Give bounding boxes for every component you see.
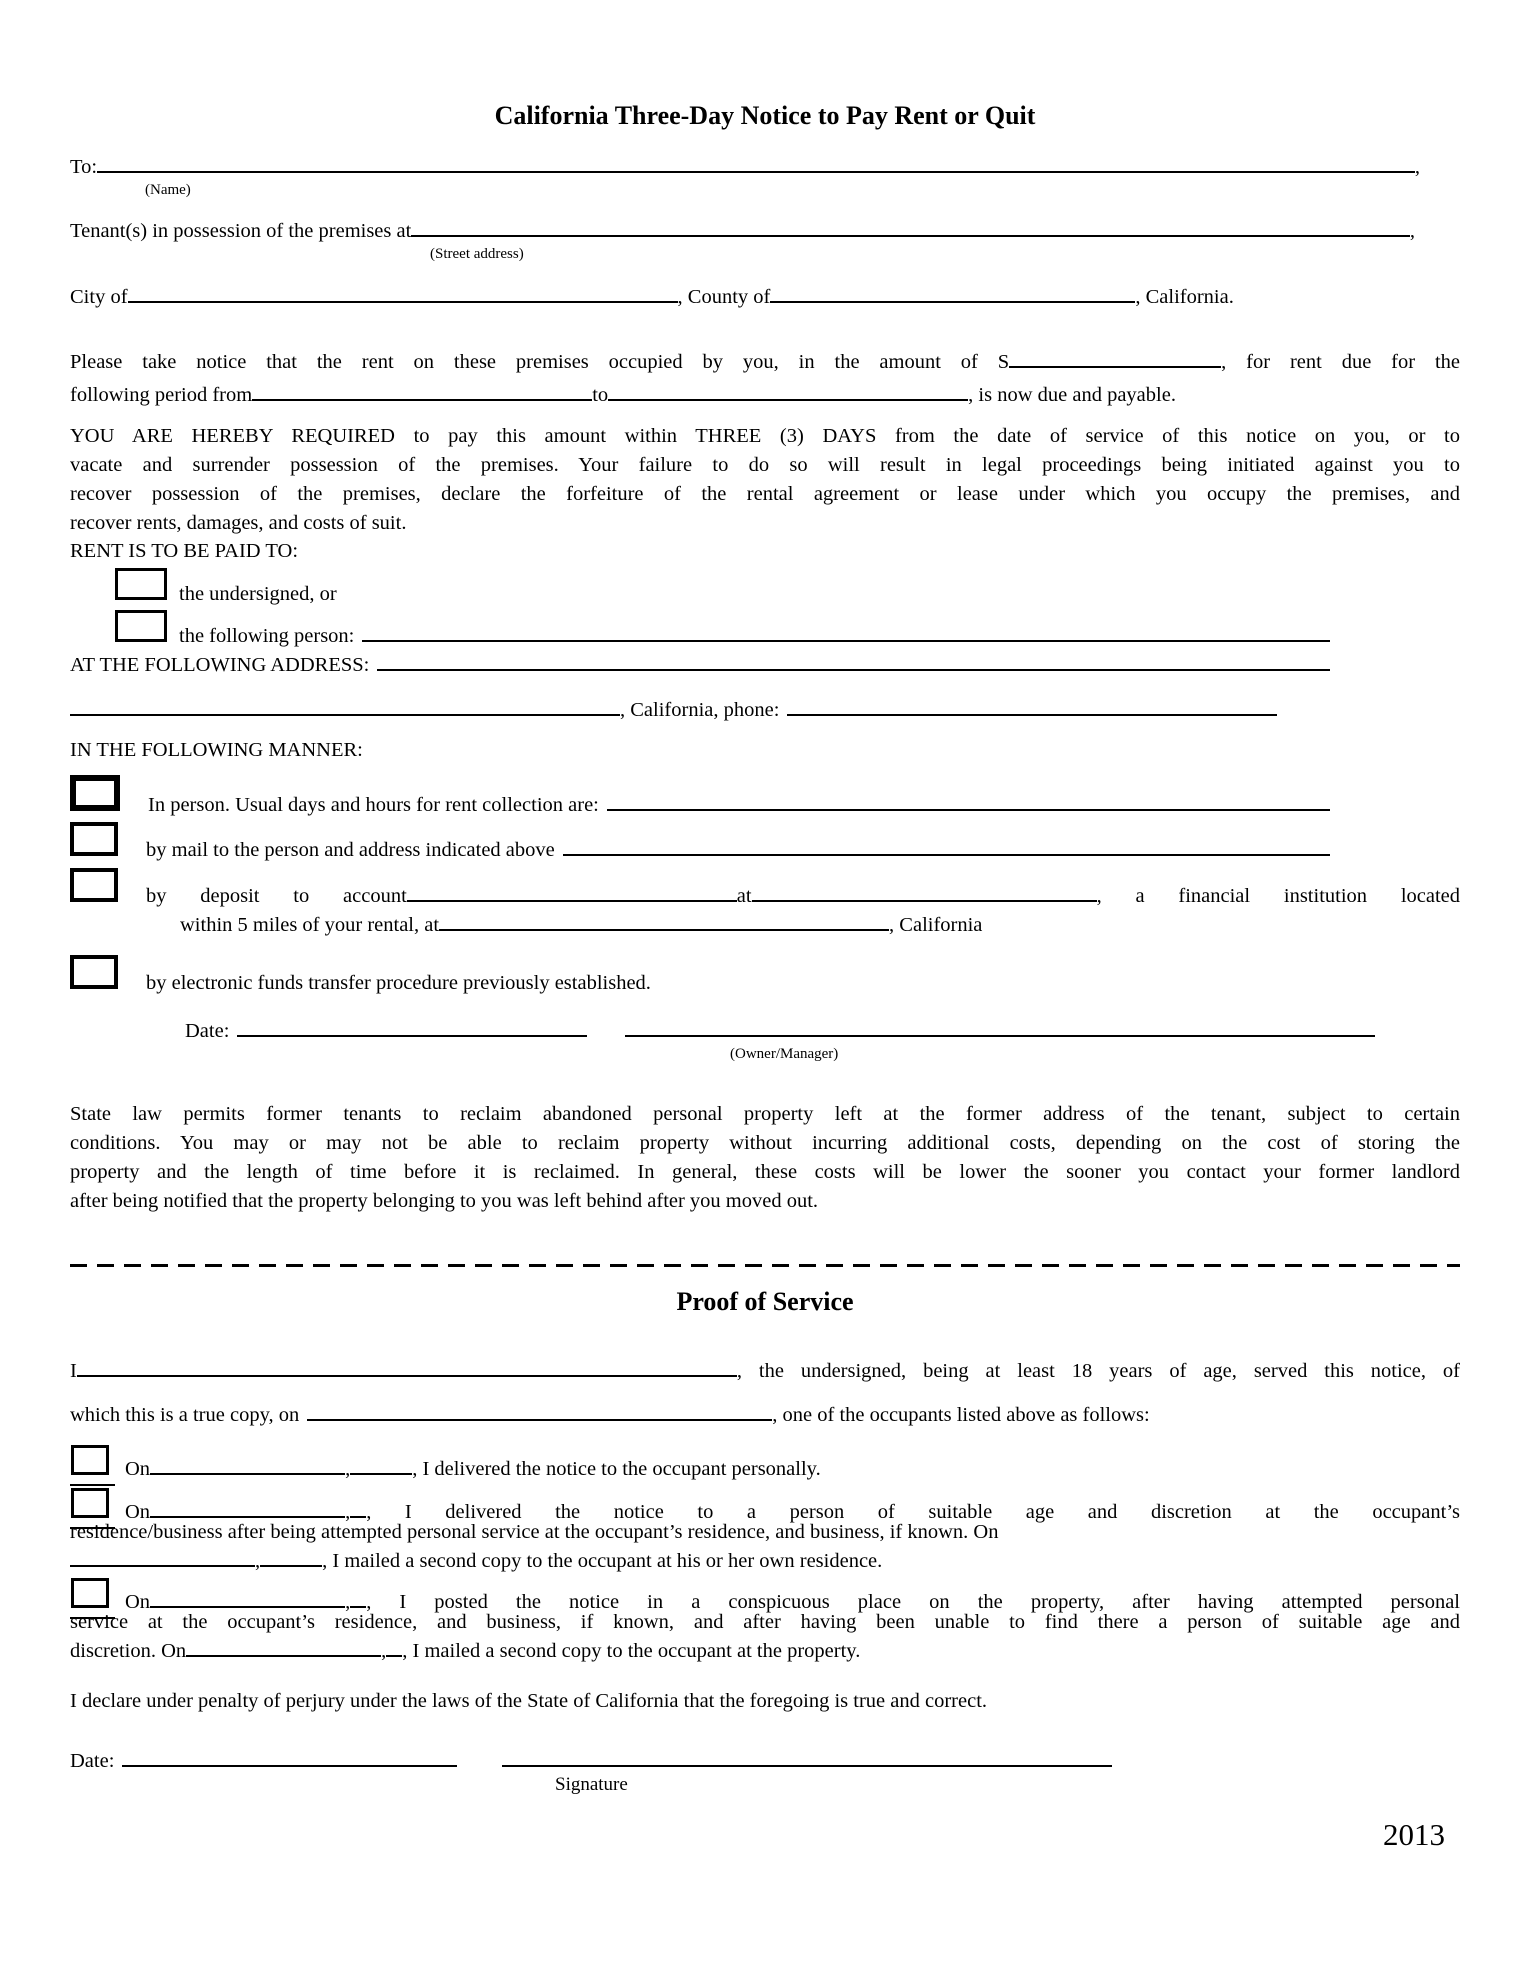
period-from-blank[interactable] bbox=[252, 384, 592, 401]
mailed-residence-text: , I mailed a second copy to the occupant at his or her own residence. bbox=[322, 1550, 883, 1572]
to-label: To: bbox=[70, 156, 98, 178]
manner-electronic bbox=[70, 955, 1460, 994]
proof-of-service-heading: Proof of Service bbox=[676, 1287, 854, 1316]
checkbox-by-mail[interactable] bbox=[70, 822, 118, 856]
deposit-line bbox=[146, 883, 1460, 909]
discretion-on-label: discretion. On bbox=[70, 1640, 187, 1662]
dashed-separator bbox=[70, 1264, 1460, 1267]
demand-line: recover possession of the premises, declare the forfeiture of the rental agreement or lease under which you occupy the premises, and bbox=[70, 483, 1460, 505]
reclaim-paragraph bbox=[70, 1100, 1460, 1216]
service-date-blank[interactable] bbox=[150, 1501, 345, 1518]
checkbox-wrap bbox=[70, 1445, 115, 1486]
manner-by-deposit bbox=[70, 868, 1461, 907]
california-phone-label: , California, phone: bbox=[620, 699, 780, 721]
on-label: On bbox=[125, 1591, 151, 1613]
service-date-blank[interactable] bbox=[150, 1458, 345, 1475]
checkbox-following-person[interactable] bbox=[115, 610, 167, 642]
county-blank[interactable] bbox=[770, 286, 1135, 303]
premises-address-blank[interactable] bbox=[411, 220, 1410, 237]
deposit-post-label: , a financial institution located bbox=[1096, 885, 1461, 907]
checkbox-posted-notice[interactable] bbox=[71, 1578, 109, 1608]
posted-notice-text: , I posted the notice in a conspicuous place on the property, after having attempted personal bbox=[366, 1591, 1460, 1613]
date-label: Date: bbox=[185, 1020, 230, 1042]
mail-address-blank[interactable] bbox=[563, 839, 1330, 856]
reclaim-line: State law permits former tenants to reclaim abandoned personal property left at the former address of the tenant, subject to certain bbox=[70, 1103, 1460, 1125]
payment-address-line bbox=[70, 652, 1460, 678]
service-item-posted bbox=[70, 1578, 1460, 1613]
comma: , bbox=[255, 1550, 261, 1572]
address-heading: AT THE FOLLOWING ADDRESS: bbox=[70, 654, 370, 676]
notice-text-pre: Please take notice that the rent on these premises occupied by you, in the amount of S bbox=[70, 351, 1010, 373]
payment-address-line-2 bbox=[70, 697, 1460, 723]
period-from-label: following period from bbox=[70, 384, 253, 406]
rent-to-option-undersigned bbox=[70, 568, 1460, 605]
posted-notice-line-2: service at the occupant’s residence, and business, if known, and after having been unable to find there a person of suitable age and bbox=[70, 1611, 1460, 1633]
demand-line: YOU ARE HEREBY REQUIRED to pay this amount within THREE (3) DAYS from the date of service of this notice on you, or to bbox=[70, 425, 1460, 447]
county-label: , County of bbox=[677, 286, 771, 308]
owner-manager-caption: (Owner/Manager) bbox=[730, 1046, 839, 1062]
comma: , bbox=[1409, 220, 1415, 242]
notice-line2-post: , is now due and payable. bbox=[968, 384, 1176, 406]
rent-to-option-person bbox=[70, 610, 1460, 647]
server-name-blank[interactable] bbox=[77, 1360, 737, 1377]
deposit-at-label: at bbox=[736, 885, 752, 907]
proof-intro-post: , the undersigned, being at least 18 years of age, served this notice, of bbox=[736, 1360, 1460, 1382]
notice-date-blank[interactable] bbox=[237, 1020, 587, 1037]
perjury-declaration: I declare under penalty of perjury under the laws of the State of California that the foregoing is true and correct. bbox=[70, 1690, 988, 1712]
notice-text-post: , for rent due for the bbox=[1221, 351, 1460, 373]
institution-address-blank[interactable] bbox=[439, 914, 889, 931]
occupants-label: , one of the occupants listed above as follows: bbox=[772, 1404, 1150, 1426]
deposit-line-2 bbox=[180, 912, 1460, 938]
payment-city-blank[interactable] bbox=[70, 699, 620, 716]
served-person-blank[interactable] bbox=[307, 1404, 772, 1421]
service-item-personal bbox=[70, 1445, 1460, 1480]
demand-line: recover rents, damages, and costs of suit. bbox=[70, 512, 407, 534]
substituted-service-line-3 bbox=[70, 1547, 1460, 1576]
second-mailing-date-blank[interactable] bbox=[186, 1640, 381, 1657]
substituted-service-line-2: residence/business after being attempted personal service at the occupant’s residence, and business, if known. On bbox=[70, 1521, 999, 1543]
reclaim-line: conditions. You may or may not be able to reclaim property without incurring additional costs, depending on the cost of storing the bbox=[70, 1132, 1460, 1154]
checkbox-delivered-suitable-person[interactable] bbox=[71, 1488, 109, 1518]
manner-in-person bbox=[70, 775, 1460, 816]
collection-hours-blank[interactable] bbox=[607, 794, 1330, 811]
proof-date-blank[interactable] bbox=[122, 1750, 457, 1767]
demand-line: vacate and surrender possession of the premises. Your failure to do so will result in legal proceedings being initiated against you to bbox=[70, 454, 1460, 476]
posting-year-blank[interactable] bbox=[350, 1591, 366, 1608]
city-blank[interactable] bbox=[128, 286, 678, 303]
period-to-label: to bbox=[592, 384, 609, 406]
following-person-label: the following person: bbox=[179, 625, 355, 647]
tenant-label: Tenant(s) in possession of the premises at bbox=[70, 220, 412, 242]
posting-date-blank[interactable] bbox=[150, 1591, 345, 1608]
delivered-personally-text: , I delivered the notice to the occupant personally. bbox=[412, 1458, 821, 1480]
checkbox-by-deposit[interactable] bbox=[70, 868, 118, 902]
phone-blank[interactable] bbox=[787, 699, 1277, 716]
to-name-blank[interactable] bbox=[97, 156, 1415, 173]
institution-name-blank[interactable] bbox=[752, 885, 1097, 902]
comma: , bbox=[381, 1640, 387, 1662]
checkbox-undersigned[interactable] bbox=[115, 568, 167, 600]
service-item-substituted bbox=[70, 1488, 1460, 1523]
payment-address-blank[interactable] bbox=[377, 654, 1330, 671]
signature-blank[interactable] bbox=[502, 1750, 1112, 1767]
service-year-blank[interactable] bbox=[350, 1501, 366, 1518]
city-line bbox=[70, 284, 1460, 310]
manner-by-mail bbox=[70, 822, 1460, 861]
proof-intro-line-1 bbox=[70, 1358, 1460, 1384]
signature-date-line bbox=[70, 1748, 1460, 1774]
rent-amount-blank[interactable] bbox=[1009, 351, 1221, 368]
signature-caption: Signature bbox=[555, 1774, 628, 1795]
street-address-caption: (Street address) bbox=[430, 246, 524, 262]
to-line bbox=[70, 154, 1460, 180]
manner-heading: IN THE FOLLOWING MANNER: bbox=[70, 739, 363, 761]
city-label: City of bbox=[70, 286, 128, 308]
reclaim-line: property and the length of time before it is reclaimed. In general, these costs will be lower the sooner you contact your former landlord bbox=[70, 1161, 1460, 1183]
electronic-label: by electronic funds transfer procedure previously established. bbox=[146, 972, 651, 994]
account-number-blank[interactable] bbox=[407, 885, 737, 902]
mailed-property-text: , I mailed a second copy to the occupant at the property. bbox=[402, 1640, 861, 1662]
mailing-year-blank[interactable] bbox=[260, 1550, 322, 1567]
second-mailing-year-blank[interactable] bbox=[386, 1640, 402, 1657]
deposit-label: by deposit to account bbox=[146, 885, 407, 907]
checkbox-electronic-transfer[interactable] bbox=[70, 955, 118, 989]
by-mail-label: by mail to the person and address indicated above bbox=[146, 839, 555, 861]
demand-paragraph bbox=[70, 422, 1460, 538]
checkbox-delivered-personally[interactable] bbox=[71, 1445, 109, 1475]
proof-i-label: I bbox=[70, 1360, 77, 1382]
tenant-line bbox=[70, 218, 1460, 244]
substituted-service-text: , I delivered the notice to a person of suitable age and discretion at the occupant’s bbox=[366, 1501, 1460, 1523]
owner-date-line bbox=[70, 1018, 1460, 1044]
comma: , bbox=[1414, 156, 1420, 178]
owner-signature-blank[interactable] bbox=[625, 1020, 1375, 1037]
date-label: Date: bbox=[70, 1750, 115, 1772]
reclaim-line: after being notified that the property belonging to you was left behind after you moved out. bbox=[70, 1190, 819, 1212]
on-label: On bbox=[125, 1501, 151, 1523]
california-suffix: , California bbox=[889, 914, 983, 936]
name-caption: (Name) bbox=[145, 182, 191, 198]
footer-year: 2013 bbox=[1383, 1817, 1445, 1852]
proof-intro-line-2 bbox=[70, 1402, 1460, 1428]
notice-line-2 bbox=[70, 379, 1460, 412]
notice-line-1 bbox=[70, 346, 1460, 379]
service-year-blank[interactable] bbox=[350, 1458, 412, 1475]
person-name-blank[interactable] bbox=[362, 625, 1330, 642]
rent-to-heading: RENT IS TO BE PAID TO: bbox=[70, 540, 299, 562]
comma: , bbox=[345, 1501, 351, 1523]
on-label: On bbox=[125, 1458, 151, 1480]
checkbox-in-person[interactable] bbox=[70, 775, 120, 811]
within-miles-label: within 5 miles of your rental, at bbox=[180, 914, 440, 936]
state-suffix: , California. bbox=[1135, 286, 1234, 308]
undersigned-label: the undersigned, or bbox=[179, 583, 337, 605]
posted-notice-line-3 bbox=[70, 1637, 1460, 1666]
in-person-label: In person. Usual days and hours for rent collection are: bbox=[148, 794, 599, 816]
comma: , bbox=[345, 1458, 351, 1480]
form-title: California Three-Day Notice to Pay Rent or Quit bbox=[494, 101, 1036, 130]
mailing-date-blank[interactable] bbox=[70, 1550, 255, 1567]
period-to-blank[interactable] bbox=[608, 384, 968, 401]
comma: , bbox=[345, 1591, 351, 1613]
true-copy-label: which this is a true copy, on bbox=[70, 1404, 300, 1426]
